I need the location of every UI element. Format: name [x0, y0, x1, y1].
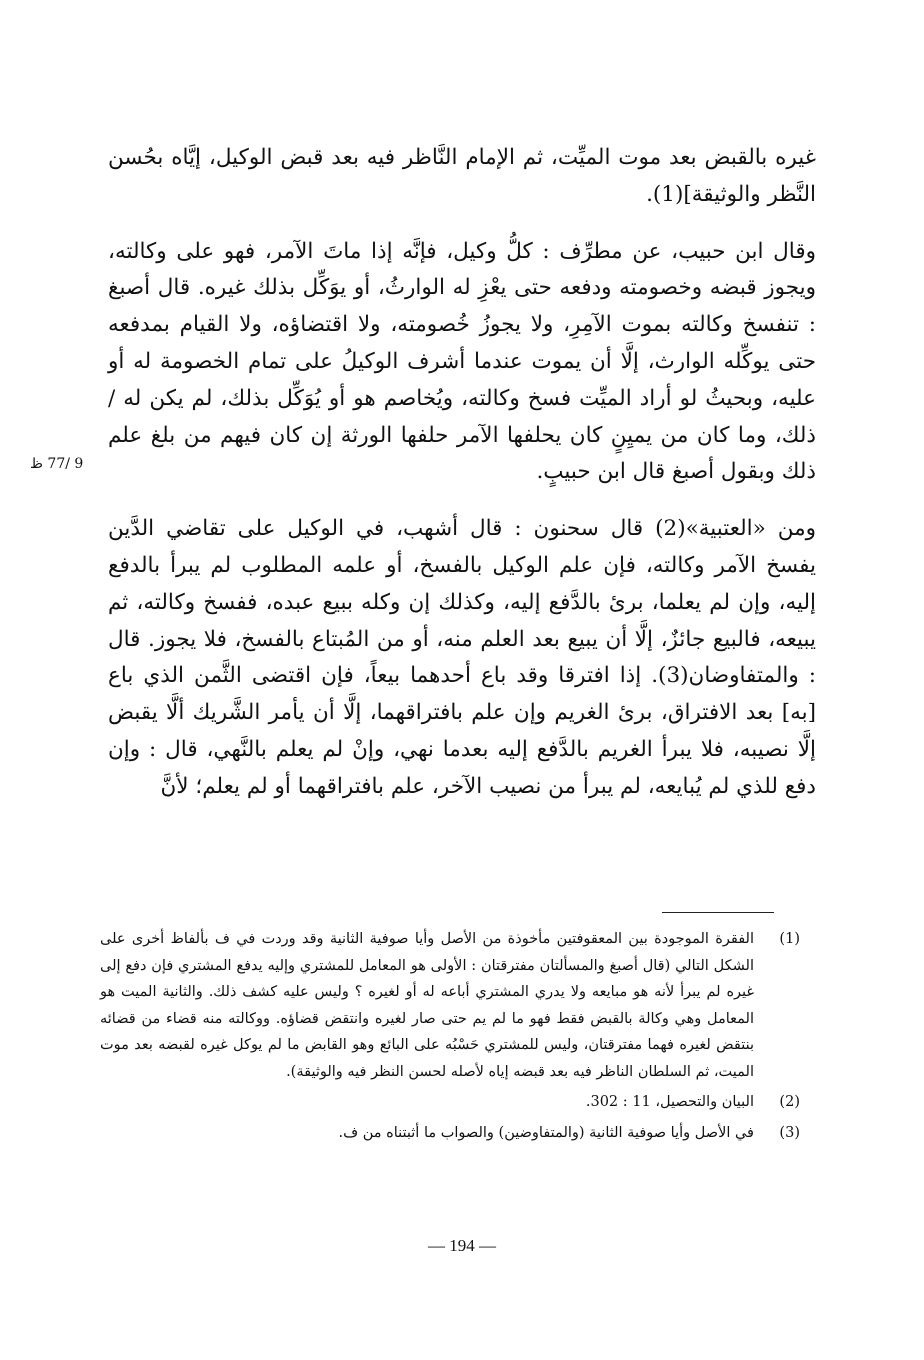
footnote: [100, 1089, 800, 1116]
page-number: — 194 —: [428, 1236, 496, 1255]
paragraph-3: ومن «العتبية»(2) قال سحنون : قال أشهب، في الوكيل على تقاضي الدَّين يفسخ الآمر وكالته، فإن علم الوكيل بالفسخ، أو علمه المطلوب لم يبرأ بالدفع إليه، وإن لم يعلما، برئ بالدَّفع إليه، وكذلك إن وكله ببيع عبده، ففسخ وكالته، ثم يبيعه، فالبيع جائزٌ، إلَّا أن يبيع بعد العلم منه، أو من المُبتاع بالفسخ، فلا يجوز. قال : والمتفاوضان(3). إذا افترقا وقد باع أحدهما بيعاً، فإن اقتضى الثَّمن الذي باع [به] بعد الافتراق، برئ الغريم وإن علم بافتراقهما، إلَّا أن يأمر الشَّريك ألَّا يقبض إلَّا نصيبه، فلا يبرأ الغريم بالدَّفع إليه بعدما نهي، وإنْ لم يعلم بالنَّهي، قال : وإن دفع للذي لم يُبايعه، لم يبرأ من نصيب الآخر، علم بافتراقهما أو لم يعلم؛ لأنَّ: [108, 516, 817, 799]
footnote-text: في الأصل وأيا صوفية الثانية (والمتفاوضين) والصواب ما أثبتناه من ف.: [338, 1124, 754, 1141]
main-text: [108, 140, 816, 806]
footnote: [100, 926, 800, 1085]
footnotes: [100, 926, 800, 1146]
paragraph-2: وقال ابن حبيب، عن مطرِّف : كلُّ وكيل، فإنَّه إذا ماتَ الآمر، فهو على وكالته، ويجوز قبضه وخصومته ودفعه حتى يعْزِ له الوارثُ، أو يوَكِّل بذلك غيره. قال أصبغ : تنفسخ وكالته بموت الآمِرِ، ولا يجوزُ خُصومته، ولا اقتضاؤه، ولا القيام بمدفعه حتى يوكِّله الوارث، إلَّا أن يموت عندما أشرف الوكيلُ على تمام الخصومة له أو عليه، وبحيثُ لو أراد الميِّت فسخ وكالته، ويُخاصم هو أو يُوَكِّل بذلك، لم يكن له / ذلك، وما كان من يميِنٍ كان يحلفها الآمر حلفها الورثة إن كان فيهم من بلغ علم ذلك وبقول أصبغ قال ابن حبيبٍ.: [108, 238, 816, 485]
margin-folio-note: 9 /77 ظ: [30, 456, 84, 472]
footnote-text: الفقرة الموجودة بين المعقوفتين مأخوذة من الأصل وأيا صوفية الثانية وقد وردت في ف بألفاظ أخرى على الشكل التالي (قال أصبغ والمسألتان مفترقتان : الأولى هو المعامل للمشتري وإليه يدفع المشتري فإن دفع إلى غيره لم يبرأ لأنه هو مبايعه ولا يدري المشتري أباعه له أو لغيره ؟ وليس عليه كشف ذلك. والثانية الميت هو المعامل وهي وكالة بالقبض فقط فهو ما لم يم حتى صار لغيره وانتقض قضاؤه. ووكالته منه قضاء من قضائه بنتقض لغيره فهما مفترقتان، وليس للمشتري حَسْبُه على البائع وهو القابض ما لم يوكل غيره لقبضه بعد موت الميت، ثم السلطان الناظر فيه بعد قبضه إياه لأصله لحسن النظر فيه والوثيقة).: [100, 931, 754, 1080]
footnote-number: (2): [779, 1094, 800, 1110]
footnote-number: (1): [779, 931, 800, 947]
footnote-text: البيان والتحصيل، 11 : 302.: [585, 1094, 754, 1110]
footnote: [100, 1120, 800, 1147]
paragraph-1: غيره بالقبض بعد موت الميِّت، ثم الإمام النَّاظر فيه بعد قبض الوكيل، إيَّاه بحُسن النَّظر والوثيقة](1).: [108, 145, 816, 207]
footnote-number: (3): [779, 1124, 800, 1141]
footnote-separator: [662, 912, 774, 913]
